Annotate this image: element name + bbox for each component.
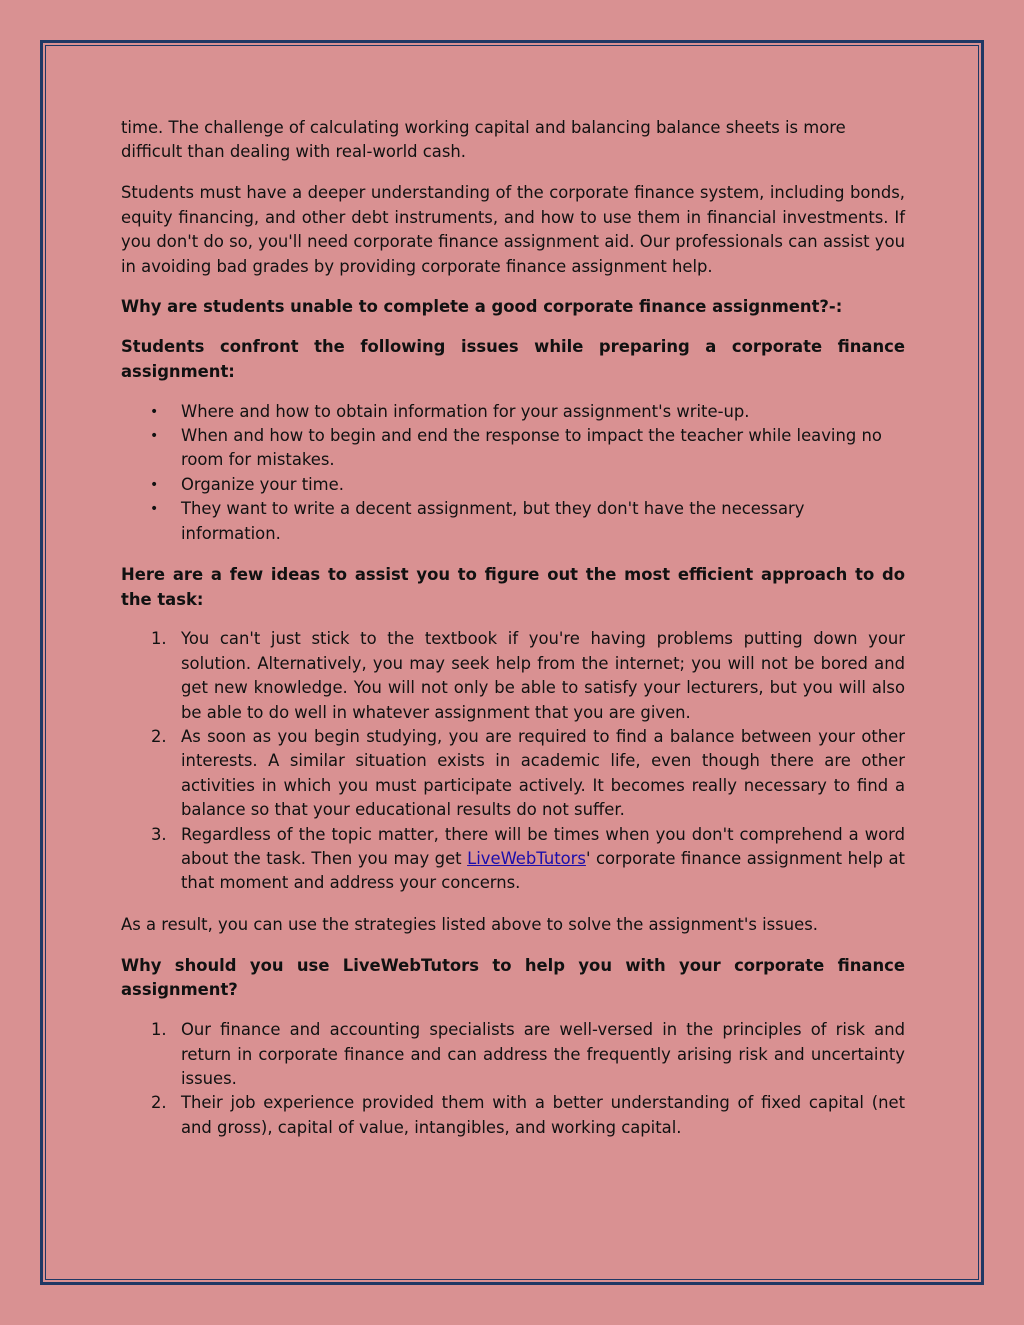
list-item (121, 497, 905, 546)
list-item-text: As soon as you begin studying, you are required to find a balance between your other interests. A similar situation exists in academic life, even though there are other activities in which you must participate actively. It becomes really necessary to find a balance so that your educational results do not suffer. (181, 727, 905, 820)
list-item-text: Their job experience provided them with a better understanding of fixed capital (net and gross), capital of value, intangibles, and working capital. (181, 1093, 905, 1137)
list-number: 1. (151, 629, 167, 649)
bullet-marker: • (150, 476, 159, 493)
list-item (121, 473, 905, 497)
issues-list (121, 400, 905, 546)
list-item (121, 1091, 905, 1140)
paragraph-understanding: Students must have a deeper understanding of the corporate finance system, including bonds, equity financing, and other debt instruments, and how to use them in financial investments. If you don't do so, you'll need corporate finance assignment aid. Our professionals can assist you in avoiding bad grades by providing corporate finance assignment help. (121, 183, 905, 276)
list-item-text-end: ' corporate finance assignment help at that moment and address your concerns. (181, 849, 905, 893)
list-item-text: Organize your time. (181, 474, 344, 494)
paragraph-conclusion: As a result, you can use the strategies listed above to solve the assignment's issues. (121, 914, 818, 934)
list-item-text: Our finance and accounting specialists are well-versed in the principles of risk and return in corporate finance and can address the frequently arising risk and uncertainty issues. (181, 1020, 905, 1088)
list-number: 3. (151, 824, 167, 844)
list-number: 2. (151, 1093, 167, 1113)
list-number: 1. (151, 1020, 167, 1040)
document-body (121, 116, 905, 1157)
list-item-text: Where and how to obtain information for your assignment's write-up. (181, 401, 750, 421)
list-item-text: You can't just stick to the textbook if you're having problems putting down your solution. Alternatively, you may seek help from the internet; you will not be bored and get new knowledge. You will not only be able to satisfy your lecturers, but you will also be able to do well in whatever assignment that you are given. (181, 629, 905, 722)
livewebtutors-link[interactable]: LiveWebTutors (467, 849, 586, 869)
list-item (121, 725, 905, 823)
list-item (121, 823, 905, 896)
paragraph-intro: time. The challenge of calculating working capital and balancing balance sheets is more difficult than dealing with real-world cash. (121, 118, 846, 162)
list-item-text: When and how to begin and end the response to impact the teacher while leaving no room for mistakes. (181, 426, 882, 470)
ideas-list (121, 627, 905, 895)
list-item (121, 424, 905, 473)
heading-why-livewebtutors: Why should you use LiveWebTutors to help you with your corporate finance assignment? (121, 955, 905, 1000)
list-item-text-start: Regardless of the topic matter, there will be times when you don't comprehend a word about the task. Then you may get (181, 824, 905, 869)
heading-issues: Students confront the following issues while preparing a corporate finance assignment: (121, 337, 905, 381)
bullet-marker: • (150, 403, 159, 420)
list-item (121, 400, 905, 424)
list-item-text: They want to write a decent assignment, but they don't have the necessary information. (181, 499, 805, 543)
reasons-list (121, 1018, 905, 1140)
list-item (121, 627, 905, 725)
bullet-marker: • (150, 428, 159, 445)
bullet-marker: • (150, 501, 159, 518)
heading-ideas: Here are a few ideas to assist you to figure out the most efficient approach to do the task: (121, 565, 905, 609)
list-number: 2. (151, 727, 167, 747)
heading-why-unable: Why are students unable to complete a good corporate finance assignment?-: (121, 297, 843, 317)
list-item (121, 1018, 905, 1091)
